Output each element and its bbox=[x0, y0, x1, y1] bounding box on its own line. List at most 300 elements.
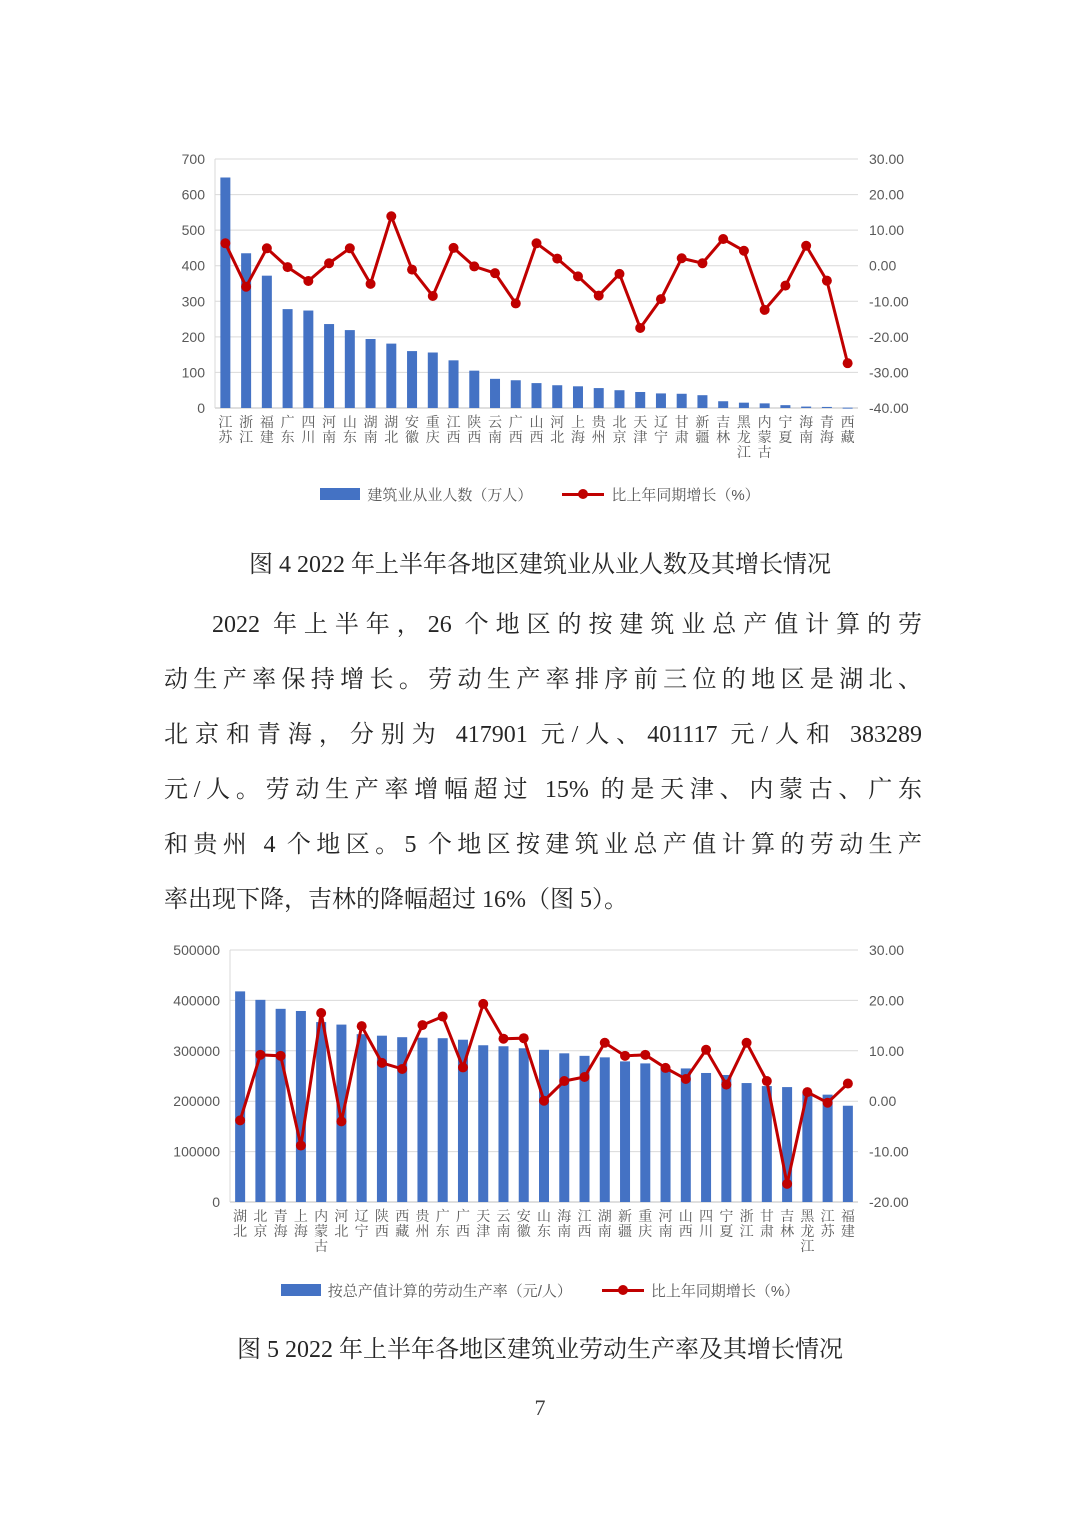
category-label-char: 南 bbox=[799, 429, 814, 445]
category-label-char: 山 bbox=[537, 1208, 551, 1224]
right-tick-label: -20.00 bbox=[869, 1194, 909, 1210]
category-label-char: 北 bbox=[253, 1208, 268, 1224]
left-tick-label: 700 bbox=[181, 151, 205, 167]
category-label-char: 南 bbox=[496, 1223, 511, 1239]
bar bbox=[620, 1061, 630, 1202]
category-label-char: 甘 bbox=[674, 414, 689, 430]
bar bbox=[801, 407, 811, 408]
category-label-char: 浙 bbox=[239, 414, 254, 430]
category-label-char: 海 bbox=[570, 429, 585, 445]
right-tick-label: 20.00 bbox=[869, 186, 905, 203]
left-axis-labels bbox=[173, 942, 220, 1210]
data-point bbox=[519, 1033, 529, 1043]
bar bbox=[498, 1046, 508, 1202]
data-point bbox=[701, 1045, 711, 1055]
left-tick-label: 300 bbox=[181, 293, 205, 310]
bar bbox=[220, 177, 230, 408]
bar bbox=[559, 1053, 569, 1202]
category-label-char: 南 bbox=[322, 429, 337, 445]
category-label-char: 林 bbox=[780, 1223, 795, 1239]
bar bbox=[235, 991, 245, 1202]
bar bbox=[760, 403, 770, 408]
data-point bbox=[802, 1087, 812, 1097]
category-label-char: 西 bbox=[529, 429, 544, 445]
right-tick-label: -30.00 bbox=[869, 364, 909, 381]
category-label-char: 苏 bbox=[820, 1223, 835, 1239]
data-point bbox=[478, 999, 488, 1009]
category-label-char: 北 bbox=[233, 1223, 248, 1239]
data-point bbox=[718, 234, 728, 244]
bar bbox=[283, 309, 293, 408]
paragraph-line: 北京和青海，分别为 417901 元/人、401117 元/人和 383289 bbox=[164, 722, 922, 748]
data-point bbox=[262, 243, 272, 253]
category-label-char: 京 bbox=[253, 1223, 268, 1239]
legend-line-label: 比上年同期增长（%） bbox=[650, 1282, 800, 1300]
bar bbox=[843, 408, 853, 409]
bar bbox=[780, 405, 790, 408]
category-label-char: 北 bbox=[334, 1223, 349, 1239]
legend-item-bar bbox=[320, 484, 532, 505]
category-label-char: 青 bbox=[819, 414, 834, 430]
data-point bbox=[316, 1008, 326, 1018]
category-label-char: 河 bbox=[322, 414, 337, 430]
data-point bbox=[822, 276, 832, 286]
legend-bar-label: 按总产值计算的劳动生产率（元/人） bbox=[327, 1282, 572, 1300]
data-point bbox=[458, 1062, 468, 1072]
category-label-char: 内 bbox=[757, 414, 772, 430]
category-label-char: 安 bbox=[516, 1208, 531, 1224]
data-point bbox=[449, 243, 459, 253]
data-point bbox=[573, 271, 583, 281]
category-label-char: 宁 bbox=[653, 429, 668, 445]
category-label-char: 京 bbox=[612, 429, 627, 445]
bar bbox=[681, 1068, 691, 1202]
bar bbox=[739, 403, 749, 408]
category-label-char: 蒙 bbox=[314, 1223, 329, 1239]
bar bbox=[296, 1011, 306, 1202]
left-tick-label: 400000 bbox=[173, 992, 220, 1009]
category-label-char: 南 bbox=[597, 1223, 612, 1239]
bar bbox=[366, 339, 376, 408]
right-axis-labels bbox=[869, 942, 909, 1210]
category-label-char: 海 bbox=[273, 1223, 288, 1239]
bar bbox=[478, 1045, 488, 1202]
category-label-char: 江 bbox=[820, 1208, 835, 1224]
category-label-char: 西 bbox=[577, 1223, 592, 1239]
category-label-char: 吉 bbox=[780, 1208, 795, 1224]
category-label-char: 西 bbox=[508, 429, 523, 445]
right-tick-label: -10.00 bbox=[869, 293, 909, 310]
data-point bbox=[600, 1038, 610, 1048]
data-point bbox=[823, 1098, 833, 1108]
data-point bbox=[739, 246, 749, 256]
data-point bbox=[469, 261, 479, 271]
figure4 bbox=[155, 145, 925, 582]
data-point bbox=[386, 211, 396, 221]
category-label-char: 四 bbox=[301, 414, 316, 430]
category-label-char: 宁 bbox=[354, 1223, 369, 1239]
data-point bbox=[511, 298, 521, 308]
category-label-char: 建 bbox=[840, 1223, 855, 1239]
data-point bbox=[661, 1063, 671, 1073]
figure5-legend bbox=[155, 1279, 925, 1301]
bar bbox=[303, 311, 313, 408]
right-tick-label: -20.00 bbox=[869, 328, 909, 345]
category-label-char: 海 bbox=[799, 414, 814, 430]
category-label-char: 州 bbox=[591, 429, 606, 445]
category-label-char: 贵 bbox=[415, 1208, 430, 1224]
left-axis-labels bbox=[182, 151, 206, 416]
data-point bbox=[843, 358, 853, 368]
bar bbox=[449, 360, 459, 408]
legend-bar-label: 建筑业从业人数（万人） bbox=[367, 486, 533, 504]
right-tick-label: -10.00 bbox=[869, 1143, 909, 1160]
data-point bbox=[635, 323, 645, 333]
figure5 bbox=[155, 931, 925, 1367]
bar bbox=[276, 1009, 286, 1202]
left-tick-label: 600 bbox=[181, 186, 205, 203]
category-label-char: 川 bbox=[301, 429, 316, 445]
category-label-char: 徽 bbox=[405, 429, 420, 445]
figure4-legend bbox=[155, 483, 925, 505]
legend-item-bar bbox=[281, 1280, 572, 1301]
left-tick-label: 100 bbox=[181, 364, 205, 381]
category-label-char: 山 bbox=[529, 414, 544, 430]
category-label-char: 西 bbox=[446, 429, 461, 445]
category-label-char: 海 bbox=[557, 1208, 572, 1224]
category-label-char: 上 bbox=[293, 1208, 308, 1224]
legend-item-line bbox=[602, 1280, 799, 1301]
data-point bbox=[681, 1074, 691, 1084]
category-label-char: 天 bbox=[476, 1208, 491, 1224]
bar bbox=[600, 1057, 610, 1202]
category-label-char: 黑 bbox=[736, 414, 751, 430]
bar bbox=[661, 1067, 671, 1202]
left-tick-label: 0 bbox=[212, 1194, 220, 1210]
data-point bbox=[780, 281, 790, 291]
data-point bbox=[255, 1050, 265, 1060]
data-point bbox=[417, 1020, 427, 1030]
category-label-char: 建 bbox=[259, 429, 274, 445]
line-swatch-icon bbox=[562, 488, 604, 500]
paragraph-line: 2022 年上半年，26 个地区的按建筑业总产值计算的劳 bbox=[212, 612, 922, 638]
bar bbox=[594, 388, 604, 408]
category-label-char: 贵 bbox=[591, 414, 606, 430]
bar bbox=[640, 1063, 650, 1202]
category-label-char: 北 bbox=[384, 429, 399, 445]
category-label-char: 江 bbox=[239, 429, 254, 445]
category-label-char: 江 bbox=[739, 1223, 754, 1239]
bar bbox=[742, 1083, 752, 1202]
category-label-char: 重 bbox=[638, 1208, 653, 1224]
paragraph-line: 率出现下降，吉林的降幅超过 16%（图 5）。 bbox=[164, 887, 628, 913]
category-label-char: 河 bbox=[550, 414, 565, 430]
category-label-char: 藏 bbox=[395, 1223, 410, 1239]
category-label-char: 湖 bbox=[597, 1208, 612, 1224]
category-label-char: 北 bbox=[550, 429, 565, 445]
body-paragraph bbox=[155, 598, 925, 928]
data-point bbox=[283, 262, 293, 272]
category-label-char: 宁 bbox=[778, 414, 793, 430]
category-label-char: 陕 bbox=[374, 1208, 389, 1224]
category-label-char: 广 bbox=[280, 414, 295, 430]
category-label-char: 东 bbox=[435, 1223, 450, 1239]
data-point bbox=[801, 241, 811, 251]
bar bbox=[386, 344, 396, 408]
left-tick-label: 200000 bbox=[173, 1093, 220, 1110]
bar bbox=[324, 324, 334, 408]
left-tick-label: 200 bbox=[181, 328, 205, 345]
bar bbox=[614, 390, 624, 408]
data-point bbox=[594, 291, 604, 301]
category-label-char: 天 bbox=[633, 414, 648, 430]
left-tick-label: 300000 bbox=[173, 1042, 220, 1059]
category-label-char: 西 bbox=[374, 1223, 389, 1239]
category-label-char: 江 bbox=[800, 1238, 815, 1254]
right-tick-label: 0.00 bbox=[869, 1093, 897, 1110]
bar bbox=[490, 379, 500, 408]
data-point bbox=[760, 305, 770, 315]
category-label-char: 上 bbox=[570, 414, 585, 430]
figure4-combo-chart bbox=[155, 145, 925, 475]
data-point bbox=[843, 1079, 853, 1089]
category-label-char: 州 bbox=[415, 1223, 430, 1239]
bar bbox=[539, 1050, 549, 1202]
category-label-char: 疆 bbox=[695, 429, 710, 445]
category-label-char: 疆 bbox=[618, 1223, 633, 1239]
bar-swatch-icon bbox=[320, 488, 360, 500]
bar bbox=[573, 386, 583, 408]
category-label-char: 宁 bbox=[719, 1208, 734, 1224]
data-point bbox=[428, 291, 438, 301]
data-point bbox=[742, 1038, 752, 1048]
data-point bbox=[782, 1179, 792, 1189]
category-label-char: 江 bbox=[446, 414, 461, 430]
category-label-char: 福 bbox=[259, 414, 274, 430]
data-point bbox=[498, 1034, 508, 1044]
left-tick-label: 400 bbox=[181, 257, 205, 274]
category-label-char: 湖 bbox=[384, 414, 399, 430]
category-label-char: 庆 bbox=[425, 429, 440, 445]
data-point bbox=[721, 1080, 731, 1090]
category-label-char: 夏 bbox=[719, 1223, 734, 1239]
category-label-char: 庆 bbox=[638, 1223, 653, 1239]
bar bbox=[697, 395, 707, 408]
category-label-char: 海 bbox=[293, 1223, 308, 1239]
category-label-char: 重 bbox=[425, 414, 440, 430]
data-point bbox=[357, 1021, 367, 1031]
bar bbox=[677, 394, 687, 408]
data-point bbox=[397, 1064, 407, 1074]
bar bbox=[701, 1073, 711, 1202]
category-label-char: 辽 bbox=[354, 1208, 369, 1224]
right-tick-label: 10.00 bbox=[869, 222, 905, 239]
category-label-char: 甘 bbox=[759, 1208, 774, 1224]
paragraph-line: 动生产率保持增长。劳动生产率排序前三位的地区是湖北、 bbox=[164, 667, 922, 693]
bar bbox=[357, 1034, 367, 1202]
category-label-char: 海 bbox=[819, 429, 834, 445]
data-point bbox=[614, 269, 624, 279]
category-label-char: 吉 bbox=[716, 414, 731, 430]
document-page bbox=[155, 0, 925, 1421]
category-label-char: 安 bbox=[405, 414, 420, 430]
category-label-char: 河 bbox=[334, 1208, 349, 1224]
data-point bbox=[580, 1072, 590, 1082]
left-tick-label: 500 bbox=[181, 222, 205, 239]
category-label-char: 内 bbox=[314, 1208, 329, 1224]
category-label-char: 西 bbox=[840, 414, 855, 430]
data-point bbox=[276, 1051, 286, 1061]
data-point bbox=[552, 254, 562, 264]
figure4-caption: 图 4 2022 年上半年各地区建筑业从业人数及其增长情况 bbox=[249, 552, 831, 578]
bar bbox=[316, 1022, 326, 1202]
category-label-char: 新 bbox=[695, 414, 710, 430]
growth-line-series bbox=[220, 211, 852, 368]
right-tick-label: 20.00 bbox=[869, 992, 905, 1009]
category-label-char: 古 bbox=[314, 1238, 329, 1254]
category-label-char: 广 bbox=[455, 1208, 470, 1224]
data-point bbox=[296, 1141, 306, 1151]
legend-dot-icon bbox=[578, 489, 588, 499]
category-label-char: 西 bbox=[455, 1223, 470, 1239]
category-label-char: 南 bbox=[658, 1223, 673, 1239]
category-label-char: 辽 bbox=[653, 414, 668, 430]
data-point bbox=[303, 276, 313, 286]
bar bbox=[438, 1038, 448, 1202]
data-point bbox=[241, 282, 251, 292]
category-label-char: 西 bbox=[395, 1208, 410, 1224]
category-label-char: 广 bbox=[508, 414, 523, 430]
data-point bbox=[640, 1050, 650, 1060]
bar bbox=[469, 371, 479, 408]
bar bbox=[417, 1038, 427, 1202]
category-label-char: 东 bbox=[280, 429, 295, 445]
category-label-char: 古 bbox=[757, 444, 772, 460]
category-label-char: 东 bbox=[342, 429, 357, 445]
category-label-char: 龙 bbox=[800, 1223, 815, 1239]
legend-item-line bbox=[562, 484, 759, 505]
bar bbox=[407, 351, 417, 408]
data-point bbox=[532, 238, 542, 248]
right-tick-label: -40.00 bbox=[869, 400, 909, 416]
category-label-char: 广 bbox=[435, 1208, 450, 1224]
data-point bbox=[656, 294, 666, 304]
bar bbox=[511, 380, 521, 408]
data-point bbox=[235, 1115, 245, 1125]
category-label-char: 湖 bbox=[233, 1208, 248, 1224]
category-label-char: 山 bbox=[678, 1208, 693, 1224]
paragraph-line: 元/人。劳动生产率增幅超过 15% 的是天津、内蒙古、广东 bbox=[164, 777, 922, 803]
category-label-char: 陕 bbox=[467, 414, 482, 430]
category-label-char: 福 bbox=[840, 1208, 855, 1224]
data-point bbox=[377, 1058, 387, 1068]
category-label-char: 川 bbox=[699, 1223, 714, 1239]
category-label-char: 西 bbox=[467, 429, 482, 445]
category-label-char: 北 bbox=[612, 414, 627, 430]
bar bbox=[635, 392, 645, 408]
figure5-caption: 图 5 2022 年上半年各地区建筑业劳动生产率及其增长情况 bbox=[237, 1337, 843, 1363]
category-label-char: 湖 bbox=[363, 414, 378, 430]
bar bbox=[718, 401, 728, 408]
bar bbox=[428, 353, 438, 408]
category-label-char: 青 bbox=[273, 1208, 288, 1224]
category-label-char: 肃 bbox=[674, 429, 689, 445]
bar-swatch-icon bbox=[281, 1284, 321, 1296]
left-tick-label: 0 bbox=[197, 400, 205, 416]
bar bbox=[532, 383, 542, 408]
category-label-char: 东 bbox=[537, 1223, 551, 1239]
data-point bbox=[620, 1051, 630, 1061]
legend-line-label: 比上年同期增长（%） bbox=[611, 486, 760, 504]
category-label-char: 新 bbox=[618, 1208, 633, 1224]
bar bbox=[262, 276, 272, 408]
bar bbox=[823, 1095, 833, 1202]
category-label-char: 云 bbox=[496, 1208, 511, 1224]
x-axis-labels bbox=[233, 1208, 855, 1254]
bar bbox=[552, 385, 562, 408]
figure5-combo-chart bbox=[155, 931, 925, 1271]
category-label-char: 津 bbox=[633, 429, 648, 445]
category-label-char: 津 bbox=[476, 1223, 491, 1239]
line-swatch-icon bbox=[602, 1284, 644, 1296]
bar bbox=[519, 1048, 529, 1202]
category-label-char: 龙 bbox=[736, 429, 751, 445]
category-label-char: 南 bbox=[488, 429, 503, 445]
right-tick-label: 10.00 bbox=[869, 1042, 905, 1059]
data-point bbox=[324, 258, 334, 268]
category-label-char: 南 bbox=[363, 429, 378, 445]
right-tick-label: 0.00 bbox=[869, 257, 897, 274]
category-label-char: 夏 bbox=[778, 429, 793, 445]
category-label-char: 藏 bbox=[840, 429, 855, 445]
data-point bbox=[697, 258, 707, 268]
bar bbox=[843, 1106, 853, 1202]
data-point bbox=[407, 265, 417, 275]
category-label-char: 林 bbox=[716, 429, 731, 445]
data-point bbox=[677, 253, 687, 263]
category-label-char: 江 bbox=[218, 414, 233, 430]
category-label-char: 西 bbox=[678, 1223, 693, 1239]
category-label-char: 河 bbox=[658, 1208, 673, 1224]
bar bbox=[721, 1075, 731, 1202]
data-point bbox=[336, 1116, 346, 1126]
category-label-char: 黑 bbox=[800, 1208, 815, 1224]
bar bbox=[345, 330, 355, 408]
category-label-char: 蒙 bbox=[757, 429, 772, 445]
left-tick-label: 500000 bbox=[173, 942, 220, 958]
data-point bbox=[490, 268, 500, 278]
right-tick-label: 30.00 bbox=[869, 942, 905, 958]
category-label-char: 苏 bbox=[218, 429, 233, 445]
bar bbox=[656, 393, 666, 408]
right-axis-labels bbox=[869, 151, 909, 416]
x-axis-labels bbox=[218, 414, 854, 460]
category-label-char: 江 bbox=[577, 1208, 592, 1224]
category-label-char: 江 bbox=[736, 444, 751, 460]
data-point bbox=[220, 238, 230, 248]
bar bbox=[255, 1000, 265, 1202]
data-point bbox=[366, 279, 376, 289]
data-point bbox=[438, 1012, 448, 1022]
legend-dot-icon bbox=[618, 1285, 628, 1295]
paragraph-line: 和贵州 4 个地区。5 个地区按建筑业总产值计算的劳动生产 bbox=[164, 832, 922, 858]
page-number: 7 bbox=[534, 1395, 546, 1420]
right-tick-label: 30.00 bbox=[869, 151, 905, 167]
data-point bbox=[762, 1076, 772, 1086]
data-point bbox=[559, 1076, 569, 1086]
category-label-char: 肃 bbox=[759, 1223, 774, 1239]
category-label-char: 山 bbox=[342, 414, 357, 430]
